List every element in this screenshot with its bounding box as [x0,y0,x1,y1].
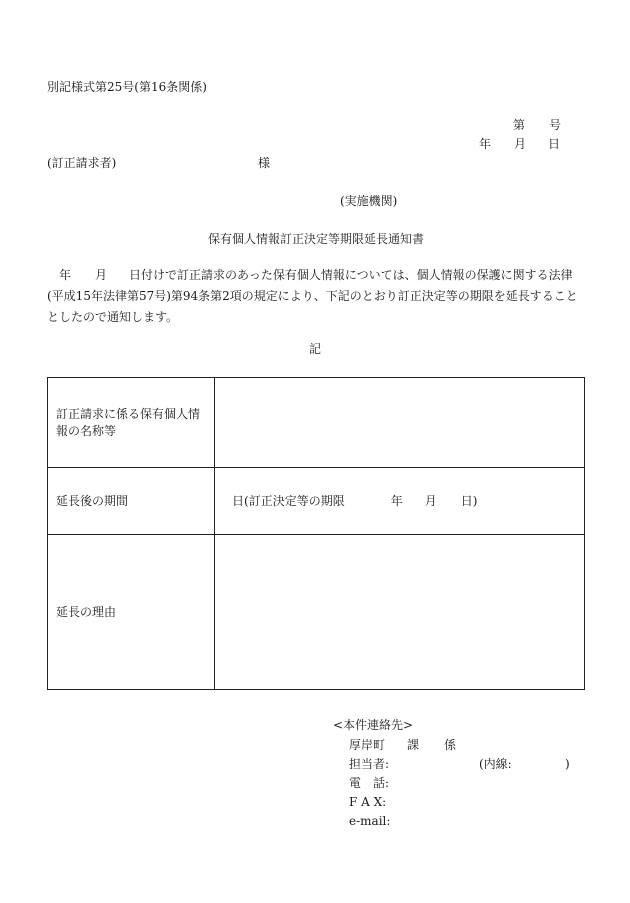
period-day: 日 [232,493,245,508]
contact-ka: 課 [407,738,420,752]
table-row-name [48,378,585,468]
contact-town: 厚岸町 [349,738,386,752]
requester-honorific: 様 [258,156,271,170]
contact-email: e-mail: [349,814,391,828]
contact-extension-open: (内線: [479,757,512,771]
date-year: 年 [479,137,492,151]
info-name-value [215,378,585,468]
contact-person: 担当者: [349,757,390,771]
table-row-period [48,468,585,535]
contact-fax: F A X: [349,795,387,809]
body-text: 日付けで訂正請求のあった保有個人情報については、個人情報の保護に関する法律(平成15年法律第57号)第94条第2項の規定により、下記のとおり訂正決定等の期限を延長することとしたので通知します。 [47,268,578,324]
extended-period-label: 延長後の期間 [48,468,215,535]
date-month: 月 [514,137,527,151]
page-title: 保有個人情報訂正決定等期限延長通知書 [208,232,425,246]
period-month: 月 [424,493,437,508]
reason-label: 延長の理由 [48,535,215,690]
body-paragraph [47,265,587,328]
ki-heading: 記 [309,342,322,356]
requester-label: (訂正請求者) [47,156,117,170]
period-year: 年 [390,493,403,508]
body-year: 年 [59,268,72,282]
detail-table [47,377,585,690]
contact-kakari: 係 [444,738,457,752]
period-day-close: 日) [460,493,478,508]
reason-value [215,535,585,690]
form-number: 別記様式第25号(第16条関係) [47,80,207,94]
table-row-reason [48,535,585,690]
contact-extension-close: ) [565,757,570,771]
period-deadline: (訂正決定等の期限 [244,493,345,508]
extended-period-value [215,468,585,535]
info-name-label: 訂正請求に係る保有個人情報の名称等 [48,378,215,468]
date-day: 日 [548,137,561,151]
doc-number-suffix: 号 [549,118,562,132]
doc-number-prefix: 第 [513,118,526,132]
implementing-agency: (実施機関) [340,194,398,208]
contact-heading: <本件連絡先> [333,718,414,732]
body-month: 月 [95,268,108,282]
contact-phone: 電 話: [349,776,390,790]
